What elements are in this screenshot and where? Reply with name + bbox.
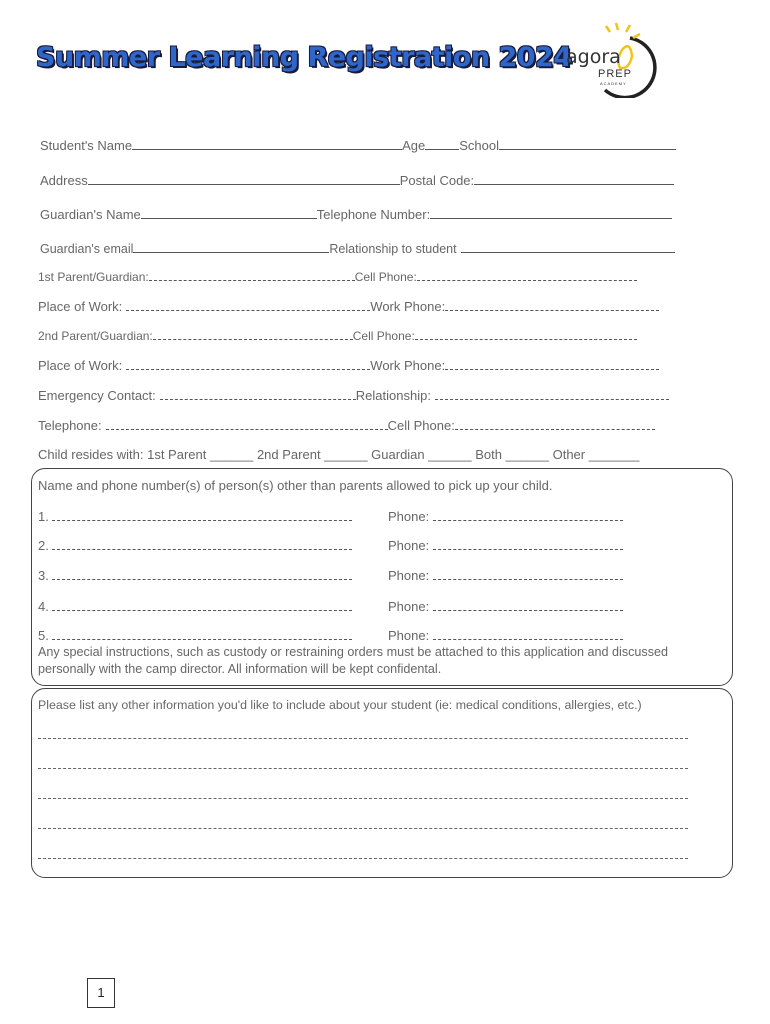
parent1-label: 1st Parent/Guardian: [38, 270, 149, 284]
pickup-phone-field-3[interactable] [433, 567, 623, 580]
work-phone2-label: Work Phone: [370, 358, 446, 373]
address-label: Address [40, 173, 88, 188]
place-of-work1-field[interactable] [126, 298, 370, 311]
other-info-heading: Please list any other information you'd like to include about your student (ie: medical conditions, allergies, etc.) [38, 698, 642, 712]
parent1-row [38, 268, 637, 284]
pickup-item-5 [38, 627, 352, 643]
cell-phone2-field[interactable] [415, 327, 637, 340]
postal-code-field[interactable] [474, 172, 674, 185]
telephone-row [38, 417, 655, 433]
pickup-phone-4 [388, 598, 623, 614]
other-info-line-3[interactable] [38, 798, 688, 799]
guardian-name-label: Guardian's Name [40, 207, 141, 222]
pickup-phone-3 [388, 567, 623, 583]
pickup-item-3 [38, 567, 352, 583]
pickup-phone-field-2[interactable] [433, 537, 623, 550]
cell-phone3-label: Cell Phone: [387, 418, 455, 433]
other-info-line-2[interactable] [38, 768, 688, 769]
pickup-item-4 [38, 598, 352, 614]
guardian-email-label: Guardian's email [40, 242, 134, 256]
guardian-email-field[interactable] [133, 240, 329, 253]
postal-code-label: Postal Code: [399, 173, 475, 188]
logo-sub-text: PREP [598, 68, 632, 80]
pickup-item-number: 2. [38, 538, 49, 553]
special-instructions-note-2: personally with the camp director. All information will be kept confidental. [38, 662, 442, 676]
pickup-item-number: 5. [38, 628, 49, 643]
logo-tiny-text: ACADEMY [600, 81, 627, 86]
relationship-to-student-label: Relationship to student [329, 242, 457, 256]
age-label: Age [402, 138, 426, 153]
address-field[interactable] [88, 172, 400, 185]
student-name-field[interactable] [132, 137, 402, 150]
emergency-contact-label: Emergency Contact: [38, 388, 156, 403]
guardian-name-field[interactable] [141, 206, 317, 219]
pickup-name-field-4[interactable] [52, 598, 352, 611]
student-name-label: Student's Name [40, 138, 133, 153]
pickup-name-field-2[interactable] [52, 537, 352, 550]
pickup-item-number: 4. [38, 599, 49, 614]
logo-main-text: agora [566, 46, 621, 68]
other-info-line-4[interactable] [38, 828, 688, 829]
agora-prep-logo [560, 20, 660, 98]
place-of-work1-row [38, 298, 659, 314]
student-info-row [40, 137, 676, 153]
pickup-phone-label: Phone: [388, 599, 430, 614]
parent2-field[interactable] [153, 327, 353, 340]
parent2-row [38, 327, 637, 343]
work-phone1-field[interactable] [445, 298, 659, 311]
place-of-work1-label: Place of Work: [38, 299, 123, 314]
other-info-line-1[interactable] [38, 738, 688, 739]
other-info-line-5[interactable] [38, 858, 688, 859]
parent2-label: 2nd Parent/Guardian: [38, 329, 153, 343]
other-info-section [31, 688, 733, 878]
address-row [40, 172, 674, 188]
guardian-name-row [40, 206, 672, 222]
emergency-contact-field[interactable] [160, 387, 356, 400]
relationship-field[interactable] [435, 387, 669, 400]
pickup-name-field-1[interactable] [52, 508, 352, 521]
pickup-phone-label: Phone: [388, 568, 430, 583]
relationship-to-student-field[interactable] [461, 240, 675, 253]
pickup-name-field-3[interactable] [52, 567, 352, 580]
pickup-phone-field-5[interactable] [433, 627, 623, 640]
cell-phone2-label: Cell Phone: [352, 329, 415, 343]
school-field[interactable] [499, 137, 676, 150]
page-title: Summer Learning Registration 2024 [36, 42, 572, 73]
telephone-number-label: Telephone Number: [316, 207, 431, 222]
age-field[interactable] [425, 137, 459, 150]
telephone-number-field[interactable] [430, 206, 672, 219]
pickup-item-2 [38, 537, 352, 553]
work-phone2-field[interactable] [445, 357, 659, 370]
pickup-phone-1 [388, 508, 623, 524]
child-resides-row: Child resides with: 1st Parent ______ 2nd Parent ______ Guardian ______ Both ______ Other _______ [38, 447, 640, 462]
pickup-item-1 [38, 508, 352, 524]
work-phone1-label: Work Phone: [370, 299, 446, 314]
guardian-email-row [40, 240, 675, 256]
pickup-phone-2 [388, 537, 623, 553]
pickup-phone-label: Phone: [388, 509, 430, 524]
pickup-phone-label: Phone: [388, 628, 430, 643]
school-label: School [459, 138, 499, 153]
place-of-work2-label: Place of Work: [38, 358, 123, 373]
telephone-field[interactable] [106, 417, 388, 430]
cell-phone3-field[interactable] [455, 417, 655, 430]
pickup-name-field-5[interactable] [52, 627, 352, 640]
emergency-contact-row [38, 387, 669, 403]
special-instructions-note: Any special instructions, such as custody or restraining orders must be attached to this application and discussed [38, 645, 669, 659]
place-of-work2-field[interactable] [126, 357, 370, 370]
parent1-field[interactable] [149, 268, 355, 281]
cell-phone1-label: Cell Phone: [354, 270, 417, 284]
pickup-phone-field-1[interactable] [433, 508, 623, 521]
page-number: 1 [87, 978, 115, 1008]
pickup-heading: Name and phone number(s) of person(s) other than parents allowed to pick up your child. [38, 478, 553, 493]
relationship-label: Relationship: [355, 388, 431, 403]
place-of-work2-row [38, 357, 659, 373]
pickup-phone-field-4[interactable] [433, 598, 623, 611]
pickup-item-number: 1. [38, 509, 49, 524]
pickup-phone-5 [388, 627, 623, 643]
cell-phone1-field[interactable] [417, 268, 637, 281]
pickup-item-number: 3. [38, 568, 49, 583]
telephone-label: Telephone: [38, 418, 102, 433]
pickup-phone-label: Phone: [388, 538, 430, 553]
